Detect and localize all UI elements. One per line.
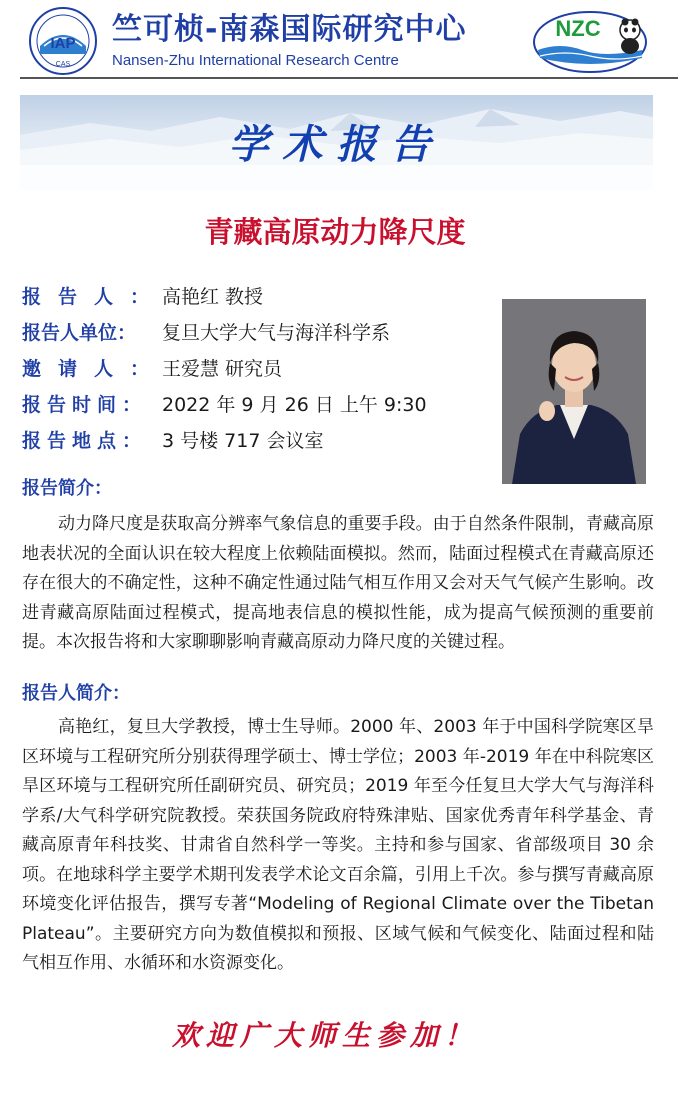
header <box>0 0 700 80</box>
banner-title: 学术报告 <box>228 121 445 168</box>
cas-logo-text: CAS <box>55 61 71 68</box>
speaker-value: 高艳红 教授 <box>162 286 264 308</box>
speaker-photo <box>502 299 646 484</box>
info-row-time <box>22 391 492 427</box>
bio-text: 高艳红，复旦大学教授，博士生导师。2000 年、2003 年于中国科学院寒区旱区环境与工程研究所分别获得理学硕士、博士学位；2003 年-2019 年在中科院寒区旱区环境与工程研究所任副研究员、研究员；2019 年至今任复旦大学大气与海洋科学系/大气科学研究院教授。荣获国务院政府特殊津贴、国家优秀青年科学基金、青藏高原青年科技奖、甘肃省自然科学一等奖。主持和参与国家、省部级项目 30 余项。在地球科学主要学术期刊发表学术论文百余篇，引用上千次。参与撰写青藏高原环境变化评估报告，撰写专著“Modeling of Regional Climate over the Tibetan Plateau”。主要研究方向为数值模拟和预报、区域气候和气候变化、陆面过程和陆气相互作用、水循环和水资源变化。 <box>22 717 654 973</box>
host-label: 邀请人： <box>22 358 167 380</box>
iap-logo-text: IAP <box>50 35 76 52</box>
center-title <box>112 12 532 69</box>
time-value: 2022 年 9 月 26 日 上午 9:30 <box>162 394 427 416</box>
time-label: 报告时间： <box>22 394 148 416</box>
affiliation-label: 报告人单位： <box>22 322 137 344</box>
report-info <box>22 283 492 463</box>
bio-heading: 报告人简介： <box>22 683 130 704</box>
info-row-affiliation <box>22 319 492 355</box>
center-name-cn: 竺可桢-南森国际研究中心 <box>112 12 467 47</box>
closing-invitation: 欢迎广大师生参加！ <box>171 1019 478 1052</box>
iap-logo <box>28 6 98 76</box>
host-value: 王爱慧 研究员 <box>162 358 283 380</box>
info-row-speaker <box>22 283 492 319</box>
header-divider <box>20 77 678 79</box>
nzc-logo-text: NZC <box>555 16 601 41</box>
info-row-location <box>22 427 492 463</box>
location-label: 报告地点： <box>22 430 148 452</box>
abstract-text: 动力降尺度是获取高分辨率气象信息的重要手段。由于自然条件限制，青藏高原地表状况的全面认识在较大程度上依赖陆面模拟。然而，陆面过程模式在青藏高原还存在很大的不确定性，这种不确定性通过陆气相互作用又会对天气气候产生影响。改进青藏高原陆面过程模式，提高地表信息的模拟性能，成为提高气候预测的重要前提。本次报告将和大家聊聊影响青藏高原动力降尺度的关键过程。 <box>22 514 654 652</box>
affiliation-value: 复旦大学大气与海洋科学系 <box>162 322 391 344</box>
speaker-portrait-illustration <box>502 299 646 484</box>
location-value: 3 号楼 717 会议室 <box>162 430 324 452</box>
center-name-en: Nansen-Zhu International Research Centre <box>112 52 399 69</box>
abstract-heading: 报告简介： <box>22 478 112 499</box>
report-title: 青藏高原动力降尺度 <box>204 215 466 249</box>
nzc-logo <box>530 6 660 74</box>
speaker-label: 报告人： <box>22 286 167 308</box>
info-row-host <box>22 355 492 391</box>
banner <box>20 95 653 190</box>
